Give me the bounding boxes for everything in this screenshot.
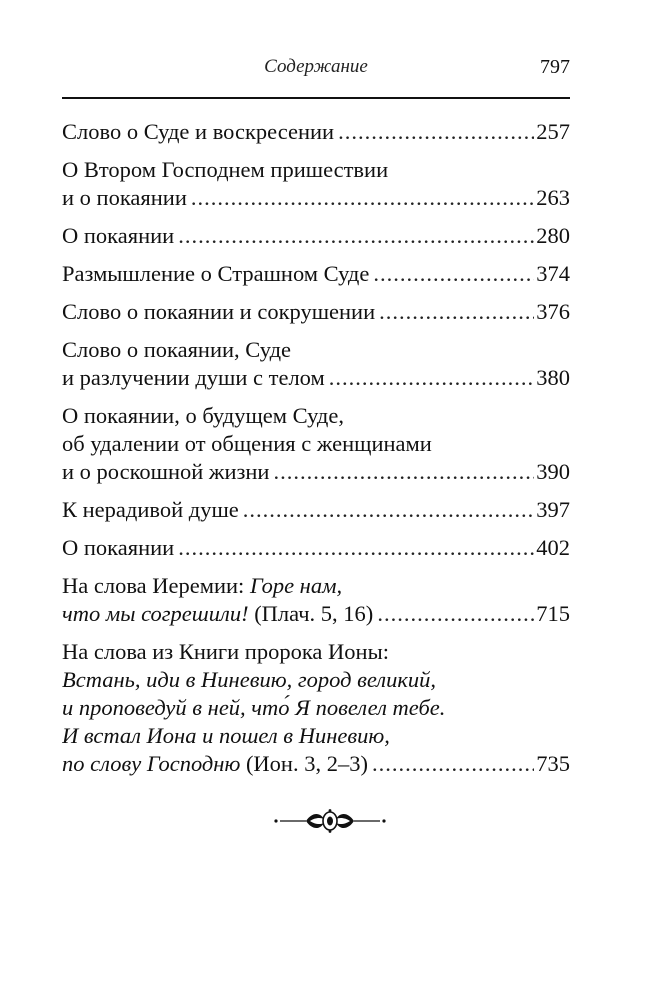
- toc-page-number: 397: [536, 497, 570, 522]
- toc-page-number: 257: [536, 119, 570, 144]
- toc-entry-quote-line: Встань, иди в Ниневию, город великий,: [62, 667, 436, 692]
- toc-entry-title: и разлучении души с телом: [62, 365, 325, 390]
- toc-page-number: 280: [536, 223, 570, 248]
- header-title: Содержание: [264, 56, 368, 77]
- toc-entry[interactable]: [62, 496, 570, 524]
- table-of-contents: [62, 118, 570, 788]
- dot-leader: [273, 458, 534, 486]
- toc-page-number: 715: [536, 601, 570, 626]
- dot-leader: [372, 750, 534, 778]
- toc-page-number: 402: [536, 535, 570, 560]
- dot-leader: [373, 260, 534, 288]
- toc-entry-quote: что мы согрешили!: [62, 601, 249, 626]
- toc-entry-title: О покаянии: [62, 223, 175, 248]
- toc-entry-title: и о роскошной жизни: [62, 459, 270, 484]
- toc-entry[interactable]: [62, 298, 570, 326]
- toc-entry-reference: (Ион. 3, 2–3): [240, 751, 368, 776]
- toc-entry-title: Размышление о Страшном Суде: [62, 261, 370, 286]
- toc-entry-text: На слова Иеремии:: [62, 573, 250, 598]
- toc-page-number: 263: [536, 185, 570, 210]
- header-page-number: 797: [540, 56, 570, 78]
- toc-entry-title: Слово о Суде и воскресении: [62, 119, 335, 144]
- toc-entry[interactable]: [62, 534, 570, 562]
- toc-entry-line: О покаянии, о будущем Суде,: [62, 403, 344, 428]
- toc-entry[interactable]: [62, 336, 570, 392]
- toc-entry[interactable]: [62, 260, 570, 288]
- dot-leader: [377, 600, 534, 628]
- toc-entry-title: О покаянии: [62, 535, 175, 560]
- dot-leader: [243, 496, 534, 524]
- toc-entry-quote-line: И встал Иона и пошел в Ниневию,: [62, 723, 390, 748]
- toc-page-number: 374: [536, 261, 570, 286]
- running-header: [62, 56, 570, 88]
- toc-entry[interactable]: [62, 222, 570, 250]
- dot-leader: [329, 364, 535, 392]
- toc-page-number: 735: [536, 751, 570, 776]
- toc-entry-line: На слова из Книги пророка Ионы:: [62, 639, 389, 664]
- header-rule: [62, 97, 570, 99]
- toc-entry-reference: (Плач. 5, 16): [248, 601, 374, 626]
- toc-page-number: 376: [536, 299, 570, 324]
- toc-entry[interactable]: [62, 156, 570, 212]
- toc-entry-line: О Втором Господнем пришествии: [62, 157, 389, 182]
- toc-page-number: 380: [536, 365, 570, 390]
- toc-entry-title: К нерадивой душе: [62, 497, 239, 522]
- toc-entry[interactable]: [62, 118, 570, 146]
- toc-entry[interactable]: [62, 572, 570, 628]
- toc-page-number: 390: [536, 459, 570, 484]
- toc-entry[interactable]: [62, 402, 570, 486]
- dot-leader: [191, 184, 534, 212]
- toc-entry-quote: Горе нам,: [249, 573, 343, 598]
- toc-entry-quote-line: и проповедуй в ней, что́ Я повелел тебе.: [62, 695, 446, 720]
- toc-entry-title: и о покаянии: [62, 185, 187, 210]
- toc-entry-title: Слово о покаянии и сокрушении: [62, 299, 376, 324]
- toc-entry-line: об удалении от общения с женщинами: [62, 431, 432, 456]
- dot-leader: [379, 298, 534, 326]
- toc-entry-line: Слово о покаянии, Суде: [62, 337, 292, 362]
- ornament-icon: [272, 808, 388, 834]
- toc-entry-quote: по слову Господню: [62, 751, 241, 776]
- dot-leader: [338, 118, 534, 146]
- dot-leader: [178, 222, 534, 250]
- toc-entry[interactable]: [62, 638, 570, 778]
- dot-leader: [178, 534, 534, 562]
